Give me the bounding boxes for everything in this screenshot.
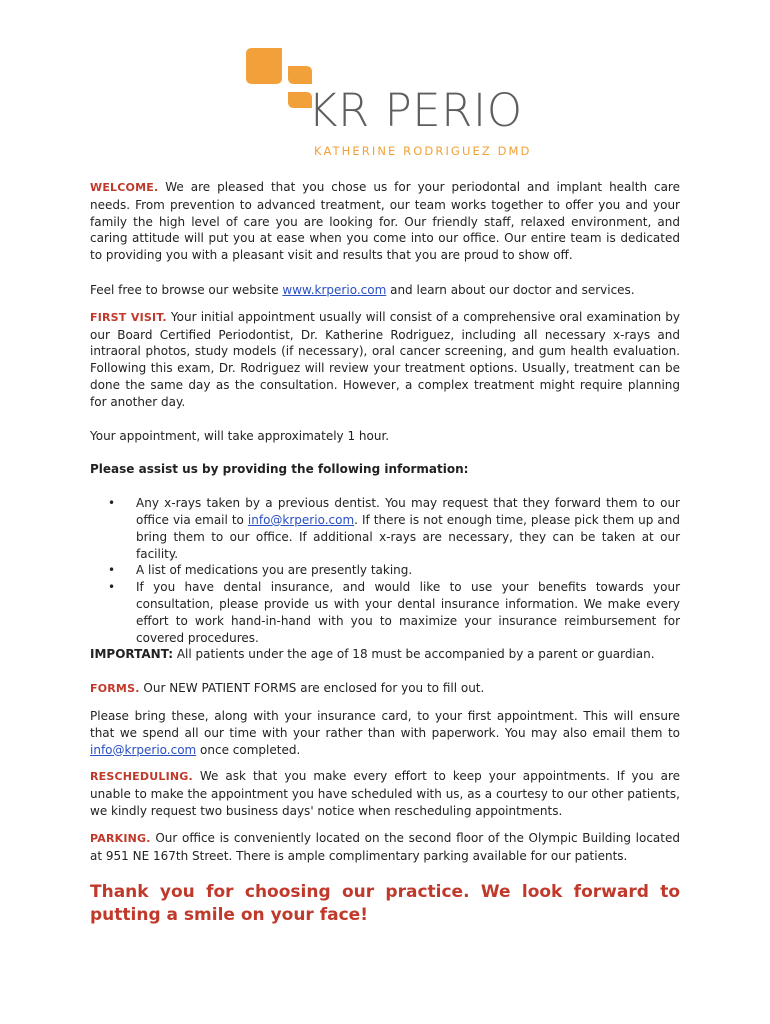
important-notice (90, 646, 680, 663)
important-label: IMPORTANT: (90, 647, 174, 662)
list-item-insurance: • If you have dental insurance, and would like to use your benefits towards your consultation, please provide us with your dental insurance information. We make every effort to work hand-in-hand with you to maximize your insurance reimbursement for covered procedures. (136, 579, 680, 646)
first-visit-text: Your initial appointment usually will consist of a comprehensive oral examination by our Board Certified Periodontist, Dr. Katherine Rodriguez, including all necessary x-rays and intraoral photos, study models (if necessary), oral cancer screening, and gum health evaluation. Following this exam, Dr. Rodriguez will review your treatment options. Usually, treatment can be done the same day as the consultation. However, a complex treatment might require planning for another day. (90, 309, 681, 409)
kr-perio-logo (246, 48, 546, 163)
parking-label: PARKING. (90, 831, 151, 845)
forms-label: FORMS. (90, 682, 140, 696)
logo-subtitle: KATHERINE RODRIGUEZ DMD (314, 144, 532, 158)
xrays-text-after: . If there is not enough time, please pick them up and bring them to our office. If additional x-rays are necessary, they can be taken at our facility. (136, 512, 680, 561)
parking-text: Our office is conveniently located on the second floor of the Olympic Building located at 951 NE 167th Street. There is ample complimentary parking available for our patients. (90, 830, 680, 863)
email-link[interactable]: info@krperio.com (247, 512, 355, 527)
appointment-duration: Your appointment, will take approximately 1 hour. (90, 428, 390, 443)
welcome-label: WELCOME. (90, 181, 159, 194)
important-text: All patients under the age of 18 must be accompanied by a parent or guardian. (173, 647, 655, 662)
bring-text-after: once completed. (196, 742, 301, 757)
browse-text-before: Feel free to browse our website (90, 282, 283, 297)
welcome-text: We are pleased that you chose us for your periodontal and implant health care needs. From prevention to advanced treatment, our team works together to offer you and your family the high level of care you are looking for. Our friendly staff, relaxed environment, and caring attitude will put you at ease when you come into our office. Our entire team is dedicated to providing you with a pleasant visit and results that you are proud to show off. (90, 180, 680, 263)
xrays-text-before: Any x-rays taken by a previous dentist. You may request that they forward them to our office via email to (136, 496, 680, 527)
bring-text-before: Please bring these, along with your insurance card, to your first appointment. This will ensure that we spend all our time with your rather than with paperwork. You may also email them to (90, 708, 680, 740)
forms-text: Our NEW PATIENT FORMS are enclosed for you to fill out. (139, 681, 485, 696)
welcome-paragraph (90, 179, 680, 264)
website-link[interactable]: www.krperio.com (282, 282, 387, 297)
list-item-xrays (136, 495, 680, 562)
email-link[interactable]: info@krperio.com (90, 742, 197, 757)
bring-paragraph (90, 708, 680, 758)
assist-heading: Please assist us by providing the following information: (90, 462, 469, 477)
forms-paragraph (90, 680, 680, 698)
logo-wordmark: KR PERIO (308, 84, 523, 137)
browse-paragraph (90, 282, 680, 299)
requirements-list (90, 495, 680, 646)
rescheduling-text: We ask that you make every effort to keep your appointments. If you are unable to make the appointment you have scheduled with us, as a courtesy to our other patients, we kindly request two business days' notice when rescheduling appointments. (90, 769, 680, 818)
first-visit-label: FIRST VISIT. (90, 310, 167, 324)
list-item-medications: • A list of medications you are presently taking. (136, 562, 680, 579)
letter-body (90, 179, 680, 927)
thank-you-message: Thank you for choosing our practice. We look forward to putting a smile on your face! (90, 882, 680, 926)
rescheduling-paragraph (90, 768, 680, 819)
logo-leaf-mark-icon (246, 48, 312, 148)
browse-text-after: and learn about our doctor and services. (386, 282, 635, 297)
rescheduling-label: RESCHEDULING. (90, 770, 193, 784)
parking-paragraph (90, 830, 680, 865)
first-visit-paragraph (90, 309, 680, 411)
